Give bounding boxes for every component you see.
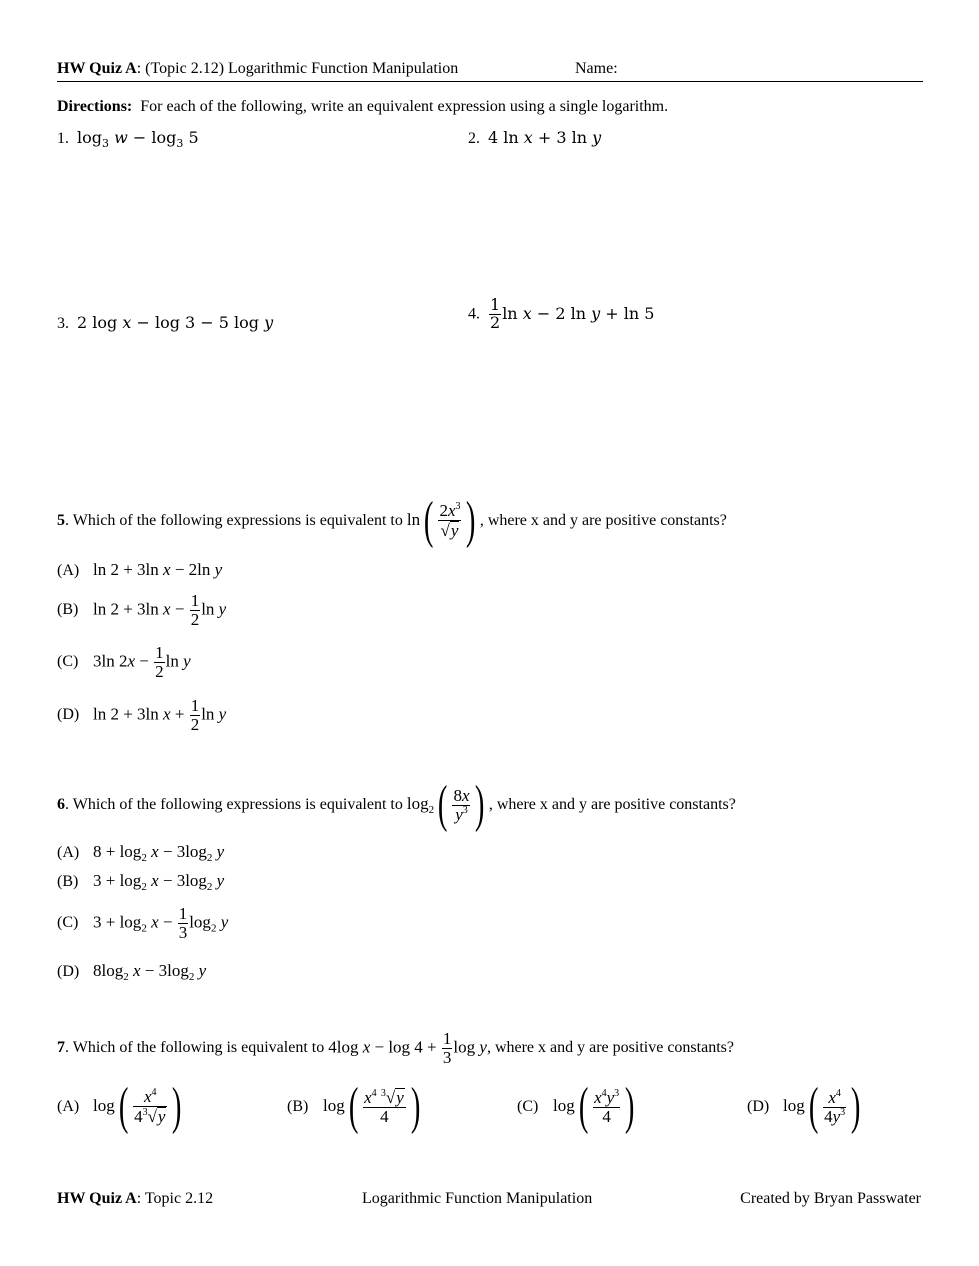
quiz-title-bold: HW Quiz A [57, 60, 137, 77]
problem-2: 2. 4 ln x + 3 ln y [468, 128, 602, 147]
q7-option-b[interactable]: (B) log( $\frac{x^4 ^3√y}{4}$ ) [287, 1078, 421, 1135]
q5-expression: ln( $\frac{2x^3}{√y}$ ) [406, 492, 476, 549]
footer-right: Created by Bryan Passwater [740, 1190, 921, 1207]
q5-option-b[interactable]: (B) ln 2 + 3ln x − $\frac{1}{2}$ ln y [57, 590, 227, 629]
problem-1: 1. $\log_3 w - \log_3 5$ [57, 128, 199, 150]
q6-option-b[interactable]: (B) $3 + \log_2 x - 3\log_2$ y [57, 871, 225, 893]
quiz-title [57, 60, 458, 78]
q5-option-c[interactable]: (C) 3ln 2x − $\frac{1}{2}$ ln y [57, 642, 191, 681]
problem-1-expression: $\log_3 w - \log_3 5$ [77, 128, 199, 150]
q7-option-c[interactable]: (C) log( $\frac{x^4y^3}{4}$ ) [517, 1078, 635, 1135]
directions [57, 98, 668, 116]
problem-2-expression: 4 ln x + 3 ln y [488, 128, 602, 147]
question-5: 5. Which of the following expressions is equivalent to ln( $\frac{2x^3}{√y}$ ) , where x and y are positive constants? [57, 492, 727, 549]
question-6: 6. Which of the following expressions is equivalent to $\log_2$( $\frac{8x}{y^3}$ ) , where x and y are positive constants? [57, 776, 736, 833]
q6-option-c[interactable]: (C) $3 + \log_2 x$ − $\frac{1}{3}$ $\log_2 y$ [57, 903, 229, 942]
problem-3: 3. 2 log x − log 3 − 5 log y [57, 313, 274, 332]
question-7: 7. Which of the following is equivalent to 4log x − log 4 + $\frac{1}{3}$ log y , where x and y are positive constants? [57, 1028, 734, 1067]
q5-option-a[interactable]: (A) ln 2 + 3ln x − 2ln y [57, 560, 223, 579]
q7-option-a[interactable]: (A) log( $\frac{x^4}{4^3√y}$ ) [57, 1078, 182, 1135]
footer-left: HW Quiz A: Topic 2.12 [57, 1190, 214, 1207]
q6-expression: $\log_2$( $\frac{8x}{y^3}$ ) [406, 776, 485, 833]
q7-option-d[interactable]: (D) log( $\frac{x^4}{4y^3}$ ) [747, 1078, 861, 1135]
name-label: Name: [575, 60, 618, 77]
q6-option-a[interactable]: (A) $8 + \log_2 x - 3\log_2$ y [57, 842, 225, 864]
problem-3-expression: 2 log x − log 3 − 5 log y [77, 313, 274, 332]
quiz-title-rest: : (Topic 2.12) Logarithmic Function Manipulation [136, 60, 459, 77]
directions-text: For each of the following, write an equivalent expression using a single logarithm. [140, 98, 669, 115]
directions-label: Directions: [57, 98, 133, 115]
problem-4: 4. $\frac{1}{2}$ ln x − 2 ln y + ln 5 [468, 295, 655, 332]
problem-4-expression: $\frac{1}{2}$ ln x − 2 ln y + ln 5 [490, 295, 655, 332]
footer-center: Logarithmic Function Manipulation [362, 1190, 593, 1207]
q6-option-d[interactable]: (D) $8\log_2$ $x - 3\log_2$ y [57, 961, 207, 983]
q7-expression: 4log x − log 4 + $\frac{1}{3}$ log y [328, 1028, 487, 1067]
q5-option-d[interactable]: (D) ln 2 + 3ln x + $\frac{1}{2}$ ln y [57, 695, 227, 734]
header-rule [57, 81, 923, 82]
